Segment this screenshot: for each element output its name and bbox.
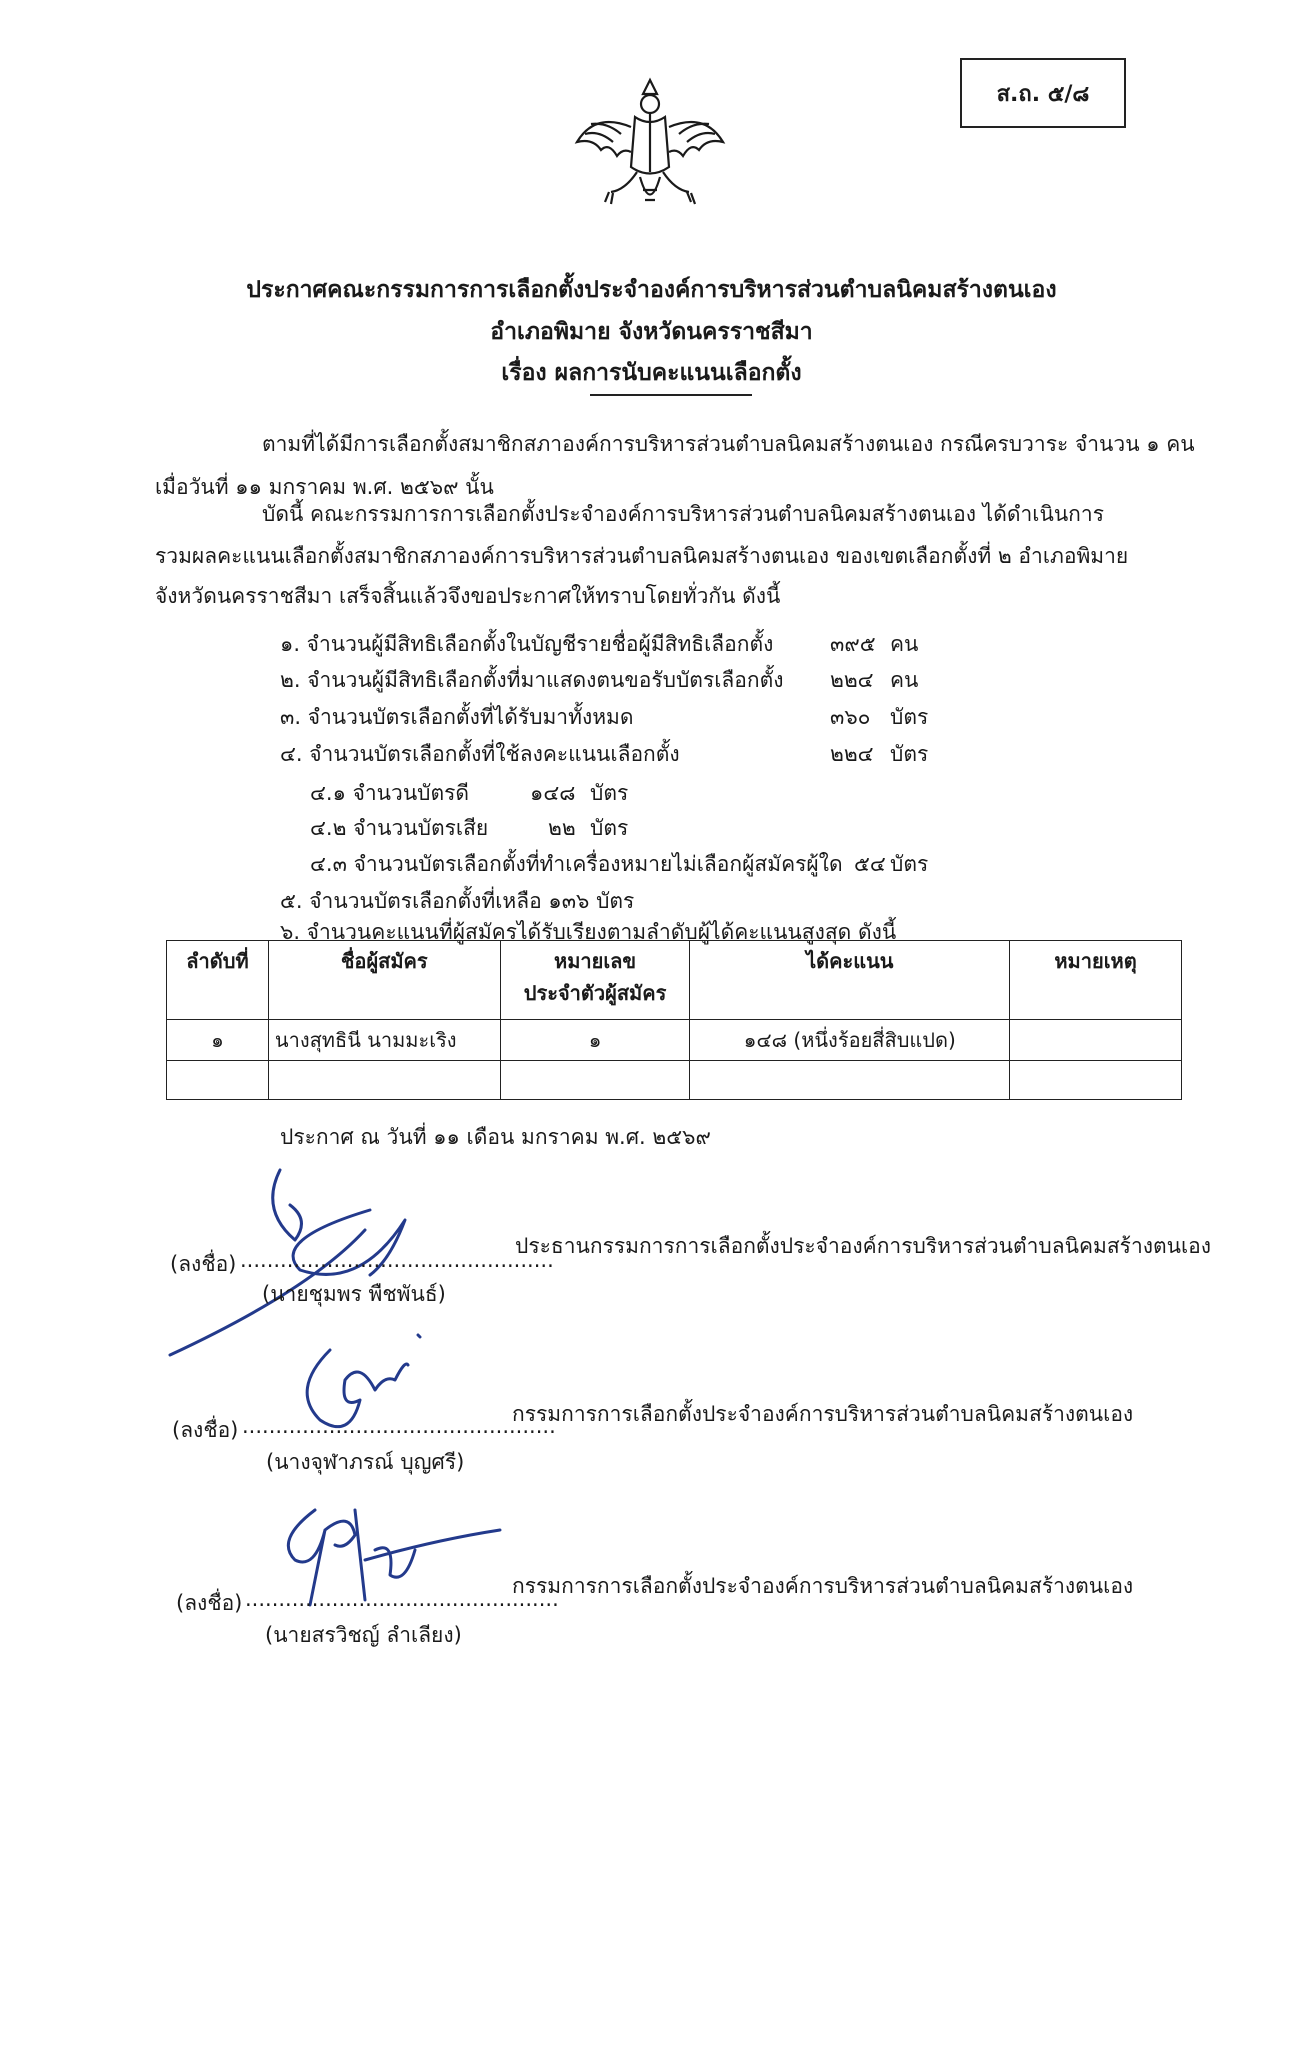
item-6: ๖. จำนวนคะแนนที่ผู้สมัครได้รับเรียงตามลำดับผู้ได้คะแนนสูงสุด ดังนี้ <box>280 920 897 944</box>
paragraph-2-line-2: รวมผลคะแนนเลือกตั้งสมาชิกสภาองค์การบริหารส่วนตำบลนิคมสร้างตนเอง ของเขตเลือกตั้งที่ ๒ อำเภอพิมาย <box>155 544 1129 568</box>
cell-name: นางสุทธินี นามมะเริง <box>268 1020 500 1061</box>
garuda-emblem-icon <box>565 72 735 222</box>
title-underline <box>590 394 752 396</box>
cell-score: ๑๔๘ (หนึ่งร้อยสี่สิบแปด) <box>690 1020 1010 1061</box>
header-number-line-1: หมายเลข <box>554 949 637 973</box>
subitem-2-label: ๔.๒ จำนวนบัตรเสีย <box>310 816 489 840</box>
item-3-unit: บัตร <box>890 705 929 729</box>
signature-2-role: กรรมการการเลือกตั้งประจำองค์การบริหารส่วนตำบลนิคมสร้างตนเอง <box>512 1402 1134 1426</box>
district-title: อำเภอพิมาย จังหวัดนครราชสีมา <box>490 319 813 345</box>
form-code: ส.ถ. ๕/๘ <box>996 81 1090 107</box>
announce-date: ประกาศ ณ วันที่ ๑๑ เดือน มกราคม พ.ศ. ๒๕๖๙ <box>280 1125 711 1149</box>
paragraph-1-line-2: เมื่อวันที่ ๑๑ มกราคม พ.ศ. ๒๕๖๙ นั้น <box>155 475 494 499</box>
subitem-3-label: ๔.๓ จำนวนบัตรเลือกตั้งที่ทำเครื่องหมายไม่เลือกผู้สมัครผู้ใด <box>310 852 843 876</box>
item-4-unit: บัตร <box>890 742 929 766</box>
cell-rank: ๑ <box>167 1020 269 1061</box>
signature-1-dots: ............................................... <box>240 1248 554 1272</box>
header-rank: ลำดับที่ <box>167 941 269 1020</box>
cell-note <box>1010 1061 1182 1100</box>
item-5: ๕. จำนวนบัตรเลือกตั้งที่เหลือ ๑๓๖ บัตร <box>280 889 635 913</box>
paragraph-1-line-1: ตามที่ได้มีการเลือกตั้งสมาชิกสภาองค์การบริหารส่วนตำบลนิคมสร้างตนเอง กรณีครบวาระ จำนวน ๑ คน <box>262 432 1195 456</box>
cell-number <box>500 1061 690 1100</box>
subitem-1-unit: บัตร <box>590 781 629 805</box>
item-1-label: ๑. จำนวนผู้มีสิทธิเลือกตั้งในบัญชีรายชื่อผู้มีสิทธิเลือกตั้ง <box>280 632 774 656</box>
signature-3-role: กรรมการการเลือกตั้งประจำองค์การบริหารส่วนตำบลนิคมสร้างตนเอง <box>512 1574 1134 1598</box>
signature-3-dots: ............................................... <box>245 1587 559 1611</box>
header-name: ชื่อผู้สมัคร <box>268 941 500 1020</box>
results-table <box>166 940 1182 1100</box>
header-number <box>500 941 690 1020</box>
subitem-2-unit: บัตร <box>590 816 629 840</box>
subitem-1-label: ๔.๑ จำนวนบัตรดี <box>310 781 470 805</box>
signature-3-prefix: (ลงชื่อ) <box>176 1591 243 1615</box>
subject-title: เรื่อง ผลการนับคะแนนเลือกตั้ง <box>501 360 802 386</box>
form-code-box <box>960 58 1126 128</box>
signature-3-name: (นายสรวิชญ์ ลำเลียง) <box>265 1623 462 1647</box>
item-3-label: ๓. จำนวนบัตรเลือกตั้งที่ได้รับมาทั้งหมด <box>280 705 634 729</box>
header-score: ได้คะแนน <box>690 941 1010 1020</box>
cell-rank <box>167 1061 269 1100</box>
item-1-unit: คน <box>890 632 919 656</box>
cell-number: ๑ <box>500 1020 690 1061</box>
cell-note <box>1010 1020 1182 1061</box>
subitem-3-unit: บัตร <box>890 852 929 876</box>
subitem-2-value: ๒๒ <box>548 816 576 840</box>
announcement-title: ประกาศคณะกรรมการการเลือกตั้งประจำองค์การบริหารส่วนตำบลนิคมสร้างตนเอง <box>246 277 1057 303</box>
signature-2-prefix: (ลงชื่อ) <box>172 1418 239 1442</box>
item-2-unit: คน <box>890 668 919 692</box>
signature-2-dots: ............................................... <box>242 1414 556 1438</box>
paragraph-2-line-1: บัดนี้ คณะกรรมการการเลือกตั้งประจำองค์การบริหารส่วนตำบลนิคมสร้างตนเอง ได้ดำเนินการ <box>262 502 1104 526</box>
signature-1-role: ประธานกรรมการการเลือกตั้งประจำองค์การบริหารส่วนตำบลนิคมสร้างตนเอง <box>515 1234 1212 1258</box>
item-4-value: ๒๒๔ <box>830 742 874 766</box>
signature-1-prefix: (ลงชื่อ) <box>170 1252 237 1276</box>
item-3-value: ๓๖๐ <box>830 705 871 729</box>
header-note: หมายเหตุ <box>1010 941 1182 1020</box>
signature-1-name: (นายชุมพร พืชพันธ์) <box>262 1282 446 1306</box>
subitem-3-value: ๕๔ <box>854 852 886 876</box>
item-4-label: ๔. จำนวนบัตรเลือกตั้งที่ใช้ลงคะแนนเลือกตั้ง <box>280 742 680 766</box>
item-2-label: ๒. จำนวนผู้มีสิทธิเลือกตั้งที่มาแสดงตนขอรับบัตรเลือกตั้ง <box>280 668 784 692</box>
table-header-row <box>167 941 1182 1020</box>
signature-2-name: (นางจุฬาภรณ์ บุญศรี) <box>266 1450 465 1474</box>
subitem-1-value: ๑๔๘ <box>530 781 576 805</box>
item-2-value: ๒๒๔ <box>830 668 874 692</box>
item-1-value: ๓๙๕ <box>830 632 876 656</box>
cell-name <box>268 1061 500 1100</box>
header-number-line-2: ประจำตัวผู้สมัคร <box>523 981 667 1005</box>
paragraph-2-line-3: จังหวัดนครราชสีมา เสร็จสิ้นแล้วจึงขอประกาศให้ทราบโดยทั่วกัน ดังนี้ <box>155 584 781 608</box>
table-row <box>167 1061 1182 1100</box>
cell-score <box>690 1061 1010 1100</box>
table-row <box>167 1020 1182 1061</box>
